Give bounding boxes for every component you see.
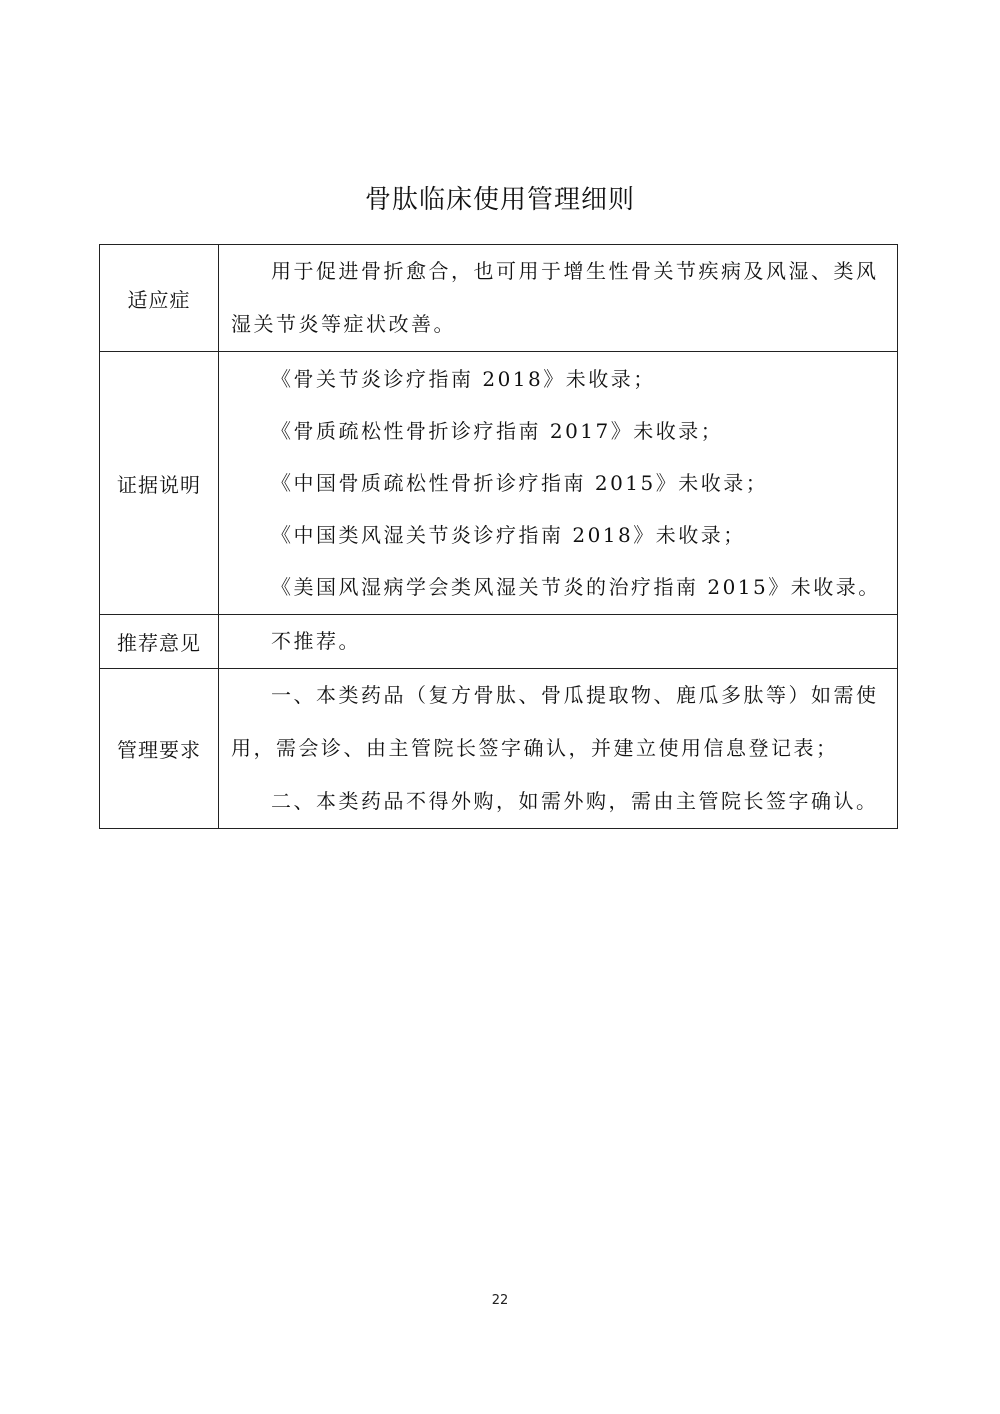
management-label: 管理要求 <box>100 669 219 829</box>
management-item: 一、本类药品（复方骨肽、骨瓜提取物、鹿瓜多肽等）如需使用，需会诊、由主管院长签字确认，并建立使用信息登记表； <box>231 683 879 760</box>
page-number: 22 <box>491 1293 509 1308</box>
table-row-evidence <box>100 352 898 615</box>
recommendation-text: 不推荐。 <box>271 629 361 653</box>
evidence-item: 《骨关节炎诊疗指南 2018》未收录； <box>271 367 656 391</box>
evidence-item: 《美国风湿病学会类风湿关节炎的治疗指南 2015》未收录。 <box>271 575 881 599</box>
indication-content <box>219 245 898 352</box>
recommendation-content <box>219 615 898 669</box>
table-row-management <box>100 669 898 829</box>
indication-label: 适应症 <box>100 245 219 352</box>
table-row-indication <box>100 245 898 352</box>
evidence-item: 《中国骨质疏松性骨折诊疗指南 2015》未收录； <box>271 471 769 495</box>
recommendation-label: 推荐意见 <box>100 615 219 669</box>
evidence-item: 《中国类风湿关节炎诊疗指南 2018》未收录； <box>271 523 746 547</box>
evidence-item: 《骨质疏松性骨折诊疗指南 2017》未收录； <box>271 419 724 443</box>
table-row-recommendation <box>100 615 898 669</box>
management-item: 二、本类药品不得外购，如需外购，需由主管院长签字确认。 <box>271 789 879 813</box>
evidence-label: 证据说明 <box>100 352 219 615</box>
management-content <box>219 669 898 829</box>
evidence-content <box>219 352 898 615</box>
page-title: 骨肽临床使用管理细则 <box>364 185 635 215</box>
guideline-table <box>99 244 898 829</box>
indication-text: 用于促进骨折愈合，也可用于增生性骨关节疾病及风湿、类风湿关节炎等症状改善。 <box>231 259 879 336</box>
